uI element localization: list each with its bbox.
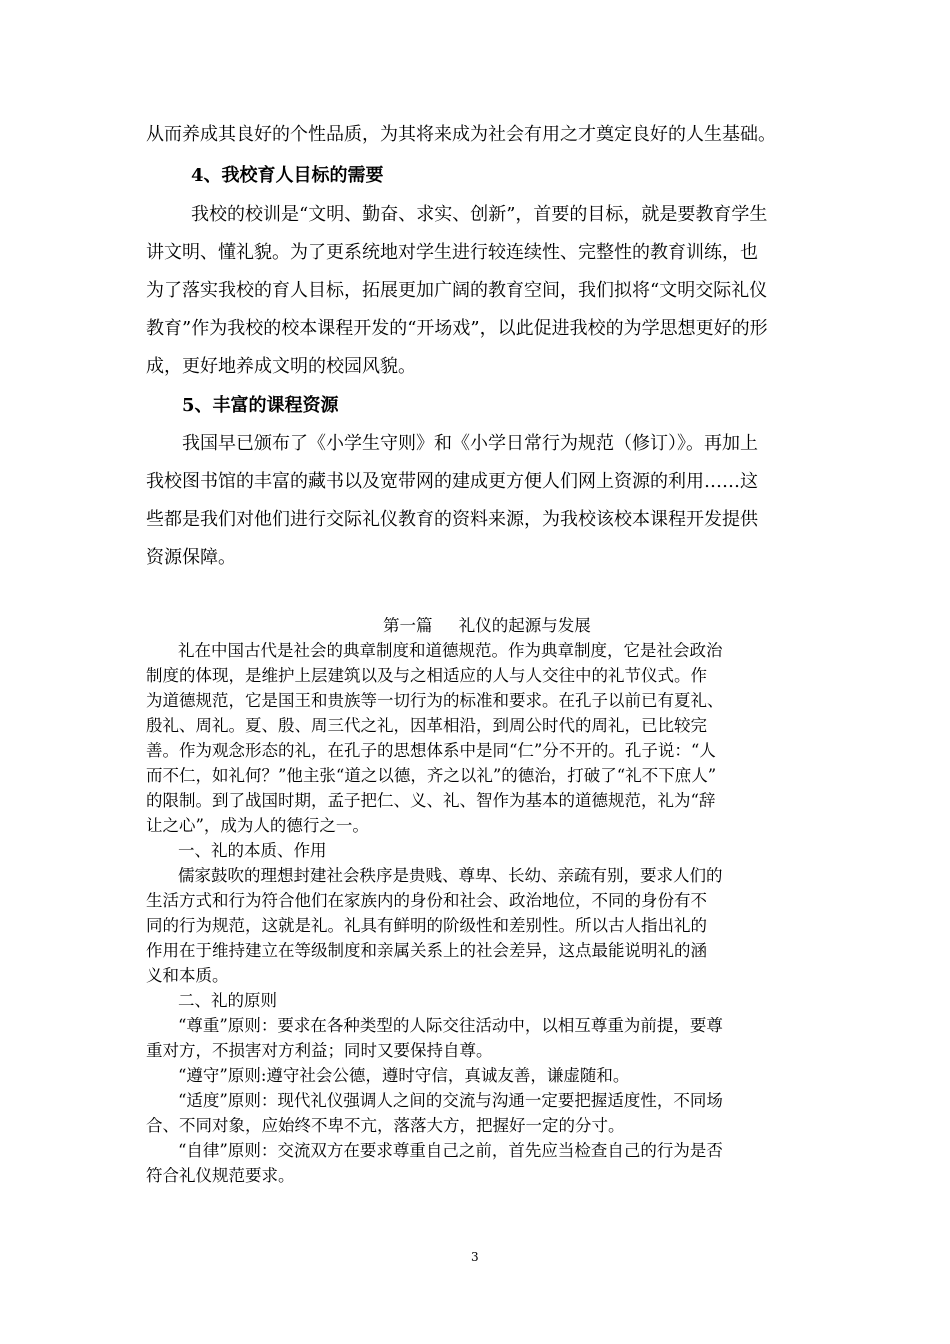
paragraph-line: 些都是我们对他们进行交际礼仪教育的资料来源，为我校该校本课程开发提供 xyxy=(146,509,758,530)
paragraph-line: 义和本质。 xyxy=(146,966,229,985)
paragraph-line: 成，更好地养成文明的校园风貌。 xyxy=(146,356,416,377)
paragraph-line: 为了落实我校的育人目标，拓展更加广阔的教育空间，我们拟将“文明交际礼仪 xyxy=(146,280,768,301)
paragraph-line: 殷礼、周礼。夏、殷、周三代之礼，因革相沿，到周公时代的周礼，已比较完 xyxy=(146,716,707,735)
paragraph-line: “尊重”原则：要求在各种类型的人际交往活动中，以相互尊重为前提，要尊 xyxy=(178,1016,723,1035)
paragraph-line: “自律”原则：交流双方在要求尊重自己之前，首先应当检查自己的行为是否 xyxy=(178,1141,723,1160)
subsection-heading: 一、礼的本质、作用 xyxy=(178,841,327,860)
section-heading: 5、丰富的课程资源 xyxy=(182,395,339,416)
paragraph-line: 符合礼仪规范要求。 xyxy=(146,1166,295,1185)
paragraph-line: 我校图书馆的丰富的藏书以及宽带网的建成更方便人们网上资源的利用……这 xyxy=(146,471,758,492)
paragraph-line: 儒家鼓吹的理想封建社会秩序是贵贱、尊卑、长幼、亲疏有别，要求人们的 xyxy=(178,866,723,885)
paragraph-line: 礼在中国古代是社会的典章制度和道德规范。作为典章制度，它是社会政治 xyxy=(178,641,723,660)
paragraph-line: 重对方，不损害对方利益；同时又要保持自尊。 xyxy=(146,1041,493,1060)
paragraph-line: 制度的体现，是维护上层建筑以及与之相适应的人与人交往中的礼节仪式。作 xyxy=(146,666,707,685)
paragraph-line: 善。作为观念形态的礼，在孔子的思想体系中是同“仁”分不开的。孔子说：“人 xyxy=(146,741,716,760)
paragraph-line: 资源保障。 xyxy=(146,547,236,568)
paragraph-line: 作用在于维持建立在等级制度和亲属关系上的社会差异，这点最能说明礼的涵 xyxy=(146,941,707,960)
paragraph-line: “遵守”原则:遵守社会公德，遵时守信，真诚友善，谦虚随和。 xyxy=(178,1066,630,1085)
paragraph-line: 讲文明、懂礼貌。为了更系统地对学生进行较连续性、完整性的教育训练，也 xyxy=(146,242,758,263)
paragraph-line: 从而养成其良好的个性品质，为其将来成为社会有用之才奠定良好的人生基础。 xyxy=(146,124,776,145)
paragraph-line: 而不仁，如礼何？”他主张“道之以德，齐之以礼”的德治，打破了“礼不下庶人” xyxy=(146,766,717,785)
paragraph-line: 生活方式和行为符合他们在家族内的身份和社会、政治地位，不同的身份有不 xyxy=(146,891,707,910)
paragraph-line: “适度”原则：现代礼仪强调人之间的交流与沟通一定要把握适度性，不同场 xyxy=(178,1091,723,1110)
subsection-heading: 二、礼的原则 xyxy=(178,991,277,1010)
paragraph-line: 我国早已颁布了《小学生守则》和《小学日常行为规范（修订）》。再加上 xyxy=(182,433,758,454)
paragraph-line: 让之心”，成为人的德行之一。 xyxy=(146,816,369,835)
section-heading: 4、我校育人目标的需要 xyxy=(191,165,384,186)
page-number: 3 xyxy=(471,1250,479,1264)
paragraph-line: 的限制。到了战国时期，孟子把仁、义、礼、智作为基本的道德规范，礼为“辞 xyxy=(146,791,716,810)
chapter-title: 第一篇 礼仪的起源与发展 xyxy=(383,616,591,635)
paragraph-line: 教育”作为我校的校本课程开发的“开场戏”，以此促进我校的为学思想更好的形 xyxy=(146,318,768,339)
paragraph-line: 我校的校训是“文明、勤奋、求实、创新”，首要的目标，就是要教育学生 xyxy=(191,204,768,225)
paragraph-line: 合、不同对象，应始终不卑不亢，落落大方，把握好一定的分寸。 xyxy=(146,1116,625,1135)
paragraph-line: 为道德规范，它是国王和贵族等一切行为的标准和要求。在孔子以前已有夏礼、 xyxy=(146,691,724,710)
paragraph-line: 同的行为规范，这就是礼。礼具有鲜明的阶级性和差别性。所以古人指出礼的 xyxy=(146,916,707,935)
